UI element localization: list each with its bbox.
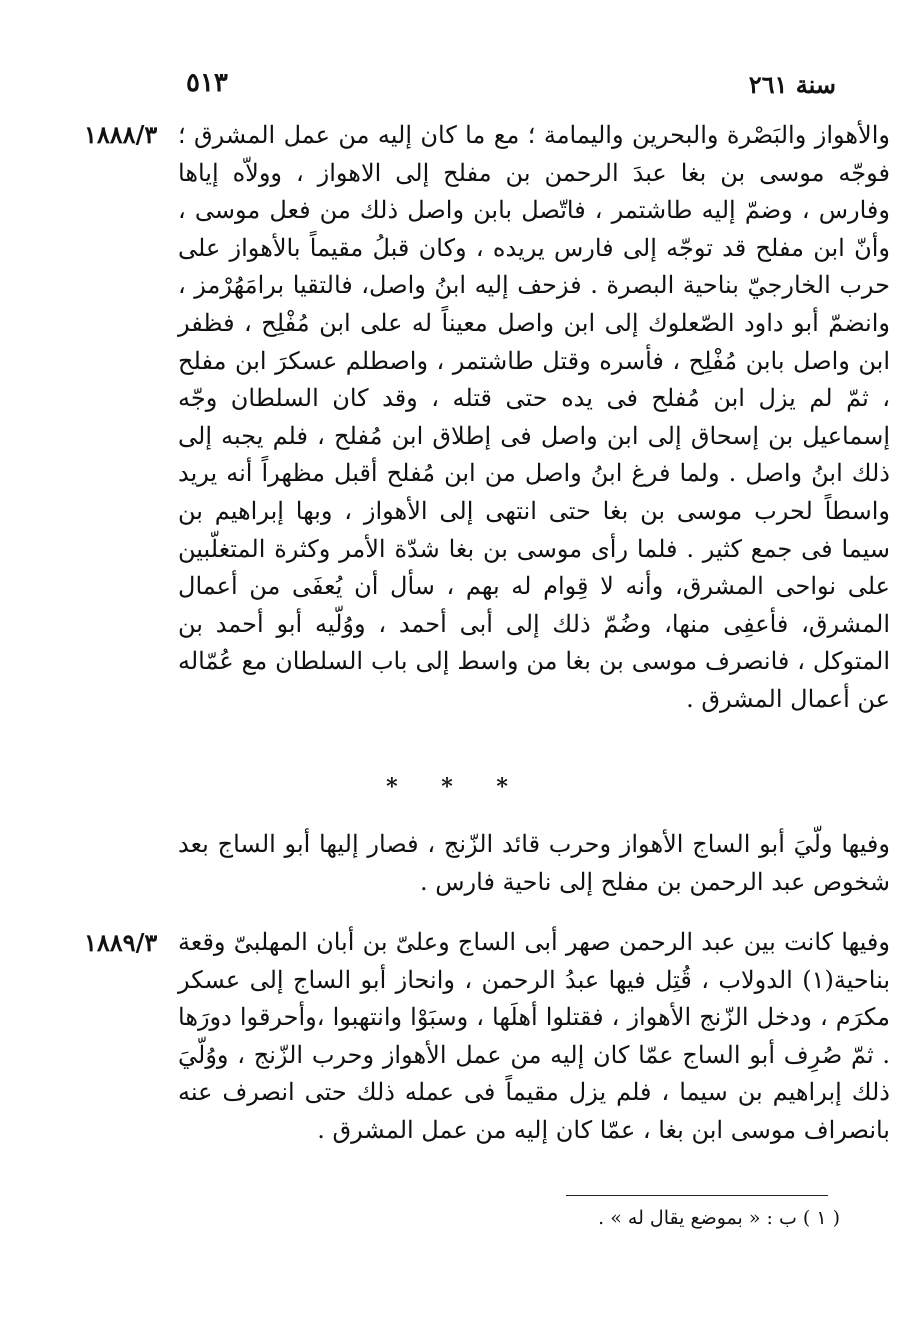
paragraph-3: وفيها كانت بين عبد الرحمن صهر أبى الساج وعلىّ بن أبان المهلبىّ وقعة بناحية(١) الدولاب ، قُتِل فيها عبدُ الرحمن ، وانحاز أبو الساج إلى عسكر مكرَم ، ودخل الزّنج الأهواز ، فقتلوا أهلَها ، وسبَوْا وانتهبوا ،وأحرقوا دورَها . ثمّ صُرِف أبو الساج عمّا كان إليه من عمل الأهواز وحرب الزّنج ، ووُلّيَ ذلك إبراهيم بن سيما ، فلم يزل مقيماً فى عمله ذلك حتى انصرف عنه بانصراف موسى ابن بغا ، عمّا كان إليه من عمل المشرق . <box>178 928 890 1144</box>
margin-note-1888: ١٨٨٨/٣ <box>84 120 158 149</box>
running-head-year: سنة ٢٦١ <box>748 70 836 99</box>
page-number: ٥١٣ <box>186 68 228 98</box>
paragraph-2: وفيها ولّيَ أبو الساج الأهواز وحرب قائد الزّنج ، فصار إليها أبو الساج بعد شخوص عبد الرحمن بن مفلح إلى ناحية فارس . <box>178 830 890 896</box>
section-separator: * * * <box>386 774 526 800</box>
footnote-rule <box>566 1195 828 1196</box>
paragraph-1: والأهواز والبَصْرة والبحرين واليمامة ؛ مع ما كان إليه من عمل المشرق ؛ فوجّه موسى بن بغا عبدَ الرحمن بن مفلح إلى الاهواز ، وولاّه إياها وفارس ، وضمّ إليه طاشتمر ، فاتّصل بابن واصل ذلك من فعل موسى ، وأنّ ابن مفلح قد توجّه إلى فارس يريده ، وكان قبلُ مقيماً بالأهواز على حرب الخارجيّ بناحية البصرة . فزحف إليه ابنُ واصل، فالتقيا برامَهُرْمز ، وانضمّ أبو داود الصّعلوك إلى ابن واصل معيناً له على ابن مُفْلِح ، فظفر ابن واصل بابن مُفْلِح ، فأسره وقتل طاشتمر ، واصطلم عسكرَ ابن مفلح ، ثمّ لم يزل ابن مُفلح فى يده حتى قتله ، وقد كان السلطان وجّه إسماعيل بن إسحاق إلى ابن واصل فى إطلاق ابن مُفلح ، فلم يجبه إلى ذلك ابنُ واصل . ولما فرغ ابنُ واصل من ابن مُفلح أقبل مظهراً أنه يريد واسطاً لحرب موسى بن بغا حتى انتهى إلى الأهواز ، وبها إبراهيم بن سيما فى جمع كثير . فلما رأى موسى بن بغا شدّة الأمر وكثرة المتغلّبين على نواحى المشرق، وأنه لا قِوام له بهم ، سأل أن يُعفَى من أعمال المشرق، فأعفِى منها، وضُمّ ذلك إلى أبى أحمد ، ووُلّيه أبو أحمد بن المتوكل ، فانصرف موسى بن بغا من واسط إلى باب السلطان مع عُمّاله عن أعمال المشرق . <box>178 121 890 713</box>
page-header <box>186 68 836 108</box>
footnote: ( ١ ) ب : « بموضع يقال له » . <box>598 1207 840 1229</box>
margin-note-1889: ١٨٨٩/٣ <box>84 928 158 957</box>
